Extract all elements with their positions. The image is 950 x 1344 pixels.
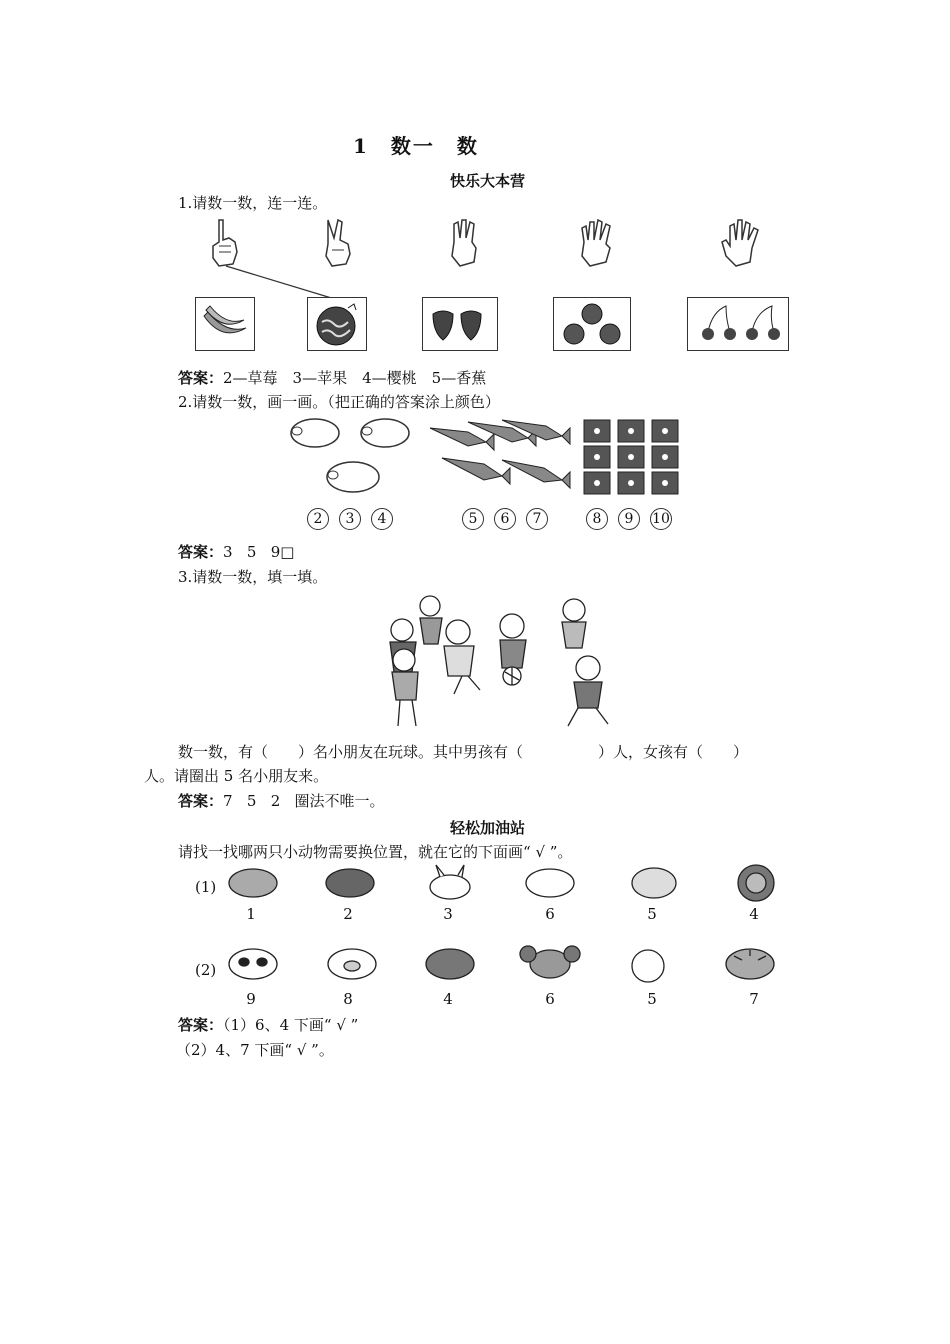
banana-box — [195, 297, 255, 351]
answer-label: 答案： — [178, 543, 224, 561]
choice-group-1 — [307, 508, 403, 530]
apple-icon — [558, 300, 626, 348]
strawberry-icon — [429, 306, 491, 342]
watermelon-box — [307, 297, 367, 351]
hippo-face-icon — [426, 949, 474, 979]
choice-circle[interactable]: 9 — [618, 508, 640, 530]
choice-circle[interactable]: 8 — [586, 508, 608, 530]
animal-number: 5 — [647, 990, 657, 1008]
cherry-icon — [696, 302, 782, 346]
section1-title: 快乐大本营 — [450, 172, 526, 190]
q3-prompt: 3.请数一数，填一填。 — [178, 568, 328, 586]
q1-answer — [178, 368, 486, 388]
answer-label: 答案： — [178, 1016, 224, 1034]
dog-face-icon — [526, 869, 574, 897]
animal-number: 4 — [443, 990, 453, 1008]
watermelon-icon — [314, 302, 360, 346]
goat-face-icon — [632, 950, 664, 982]
banana-icon — [202, 306, 248, 342]
q3-line2: 人。请圈出 5 名小朋友来。 — [144, 767, 329, 785]
animal-number: 6 — [545, 990, 555, 1008]
q3-answer — [178, 791, 385, 811]
answer-text: （1）6、4 下画“ √ ” — [223, 1016, 359, 1034]
answer-text: 3 5 9□ — [223, 543, 295, 561]
animal-number: 9 — [246, 990, 256, 1008]
animal-row-1 — [228, 865, 788, 901]
section2-answer-1 — [178, 1015, 358, 1035]
page-title: 1 数一 数 — [353, 134, 479, 158]
fish-group-icon — [428, 418, 578, 500]
choice-circle[interactable]: 7 — [526, 508, 548, 530]
cup-group-icon — [582, 418, 692, 500]
choice-group-3 — [586, 508, 682, 530]
animal-number: 7 — [749, 990, 759, 1008]
panda-face-icon — [229, 949, 277, 979]
choice-circle[interactable]: 6 — [494, 508, 516, 530]
section2-title: 轻松加油站 — [450, 819, 526, 837]
bear-face-icon — [326, 869, 374, 897]
row1-label: (1) — [195, 878, 217, 896]
cherry-box — [687, 297, 789, 351]
q2-answer — [178, 542, 294, 562]
section2-answer-2: （2）4、7 下画“ √ ”。 — [176, 1041, 334, 1059]
animal-number: 5 — [647, 905, 657, 923]
q3-line1: 数一数，有（ ）名小朋友在玩球。其中男孩有（ ）人，女孩有（ ） — [178, 743, 749, 761]
animal-number: 3 — [443, 905, 453, 923]
choice-group-2 — [462, 508, 558, 530]
choice-circle[interactable]: 2 — [307, 508, 329, 530]
answer-text: 7 5 2 圈法不唯一。 — [223, 792, 385, 810]
answer-label: 答案： — [178, 792, 224, 810]
choice-circle[interactable]: 10 — [650, 508, 672, 530]
children-playing-ball-icon — [362, 590, 622, 735]
animal-number: 8 — [343, 990, 353, 1008]
cow-face-icon — [632, 868, 676, 898]
strawberry-box — [422, 297, 498, 351]
choice-circle[interactable]: 4 — [371, 508, 393, 530]
row2-label: (2) — [195, 961, 217, 979]
choice-circle[interactable]: 5 — [462, 508, 484, 530]
animal-number: 4 — [749, 905, 759, 923]
answer-label: 答案： — [178, 369, 224, 387]
pig-group-icon — [285, 415, 405, 500]
animal-row-2 — [228, 944, 788, 984]
cat-face-icon — [229, 869, 277, 897]
rabbit-face-icon — [430, 875, 470, 899]
animal-number: 1 — [246, 905, 256, 923]
apple-box — [553, 297, 631, 351]
animal-number: 2 — [343, 905, 353, 923]
choice-circle[interactable]: 3 — [339, 508, 361, 530]
q1-prompt: 1.请数一数，连一连。 — [178, 194, 328, 212]
q2-prompt: 2.请数一数，画一画。（把正确的答案涂上颜色） — [178, 393, 500, 411]
section2-prompt: 请找一找哪两只小动物需要换位置，就在它的下面画“ √ ”。 — [178, 843, 573, 861]
answer-text: 2—草莓 3—苹果 4—樱桃 5—香蕉 — [223, 369, 487, 387]
animal-number: 6 — [545, 905, 555, 923]
